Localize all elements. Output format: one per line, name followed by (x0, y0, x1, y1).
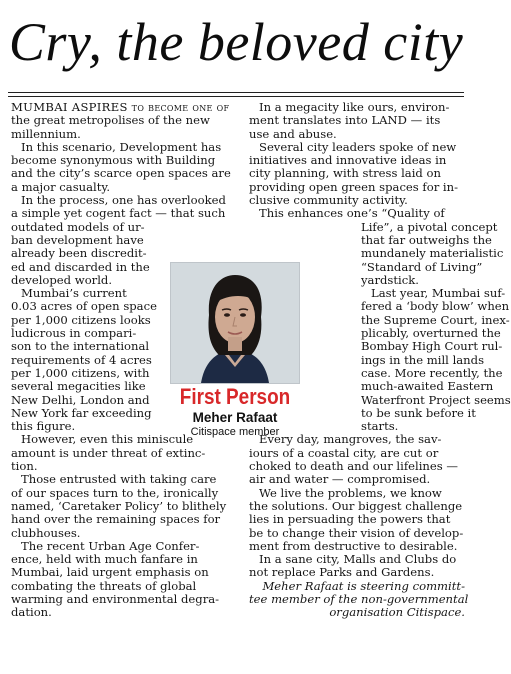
text-line: “Standard of Living” (361, 259, 483, 274)
text-line: We live the problems, we know (259, 485, 442, 500)
text-line: that far outweighs the (361, 232, 492, 247)
text-line: ence, held with much fanfare in (11, 552, 198, 567)
paragraph (249, 101, 465, 141)
text-line: the great metropolises of the new (11, 113, 210, 128)
text-line: Life”, a pivotal concept (361, 219, 498, 234)
text-line: per 1,000 citizens looks (11, 312, 151, 327)
text-line: Meher Rafaat is steering committ- (262, 578, 465, 593)
text-line: of our spaces turn to the, ironically (11, 485, 219, 500)
text-line: ban development have (11, 232, 144, 247)
text-line: case. More recently, the (361, 365, 503, 380)
text-line: hand over the remaining spaces for (11, 512, 221, 527)
text-line: choked to death and our lifelines — (249, 459, 458, 474)
headline: Cry, the beloved city (8, 12, 464, 72)
text-line: several megacities like (11, 379, 146, 394)
text-line: iours of a coastal city, are cut or (249, 445, 439, 460)
text-line: millennium. (11, 126, 81, 141)
text-line: Mumbai’s current (21, 286, 127, 301)
text-line: much-awaited Eastern (361, 379, 494, 394)
paragraph (249, 553, 465, 580)
text-line: ludicrous in compari- (11, 326, 137, 341)
text-line: New Delhi, London and (11, 392, 150, 407)
text-line: In a megacity like ours, environ- (259, 100, 450, 114)
text-line: yardstick. (361, 272, 419, 287)
text-line: tion. (11, 459, 38, 474)
text-line: providing open green spaces for in- (249, 179, 459, 194)
paragraph (361, 219, 504, 287)
text-line: a major casualty. (11, 179, 111, 194)
paragraph (11, 101, 243, 141)
text-line: amount is under threat of extinc- (11, 445, 206, 460)
text-line: Every day, mangroves, the sav- (259, 432, 442, 447)
text-line: MUMBAI ASPIRES to become one of (11, 100, 230, 114)
text-line: In a sane city, Malls and Clubs do (259, 552, 457, 567)
text-line: outdated models of ur- (11, 219, 145, 234)
paragraph (361, 286, 511, 434)
text-line: not replace Parks and Gardens. (249, 565, 435, 580)
text-line: per 1,000 citizens, with (11, 365, 150, 380)
author-name: Meher Rafaat (192, 410, 278, 425)
text-line: developed world. (11, 272, 113, 287)
text-line: Those entrusted with taking care (21, 472, 217, 487)
text-line: Mumbai, laid urgent emphasis on (11, 565, 209, 580)
paragraph (249, 433, 465, 486)
text-line: plicably, overturned the (361, 326, 501, 341)
text-line: a simple yet cogent fact — that such (11, 206, 226, 221)
text-line: city planning, with stress laid on (249, 166, 441, 181)
text-line: ment from destructive to desirable. (249, 538, 458, 553)
text-line: dation. (11, 605, 52, 620)
text-line: In this scenario, Development has (21, 139, 222, 154)
text-line: warming and environmental degra- (11, 591, 220, 606)
text-line: tee member of the non-governmental (249, 591, 469, 606)
paragraph (249, 487, 465, 553)
text-line: to be sunk before it (361, 405, 476, 420)
paragraph (249, 141, 465, 207)
author-note (249, 578, 469, 620)
text-line: the solutions. Our biggest challenge (249, 498, 463, 513)
text-line: son to the international (11, 339, 150, 354)
text-line: Several city leaders spoke of new (259, 139, 457, 154)
text-line: use and abuse. (249, 126, 337, 141)
text-line: ings in the mill lands (361, 352, 485, 367)
paragraph (11, 433, 243, 473)
text-line: be to change their vision of develop- (249, 525, 464, 540)
text-line: fered a ‘body blow’ when (361, 299, 510, 314)
author-role: Citispace member (190, 426, 280, 438)
text-line: already been discredit- (11, 246, 147, 261)
section-label: First Person (179, 384, 291, 409)
text-line: Bombay High Court rul- (361, 339, 503, 354)
portrait-illustration (171, 263, 299, 383)
text-line: starts. (361, 419, 399, 434)
text-line: 0.03 acres of open space (11, 299, 157, 314)
text-line: named, ‘Caretaker Policy’ to blithely (11, 498, 227, 513)
text-line: requirements of 4 acres (11, 352, 152, 367)
text-line: ed and discarded in the (11, 259, 150, 274)
headline-rule-bottom (8, 96, 464, 97)
text-line: The recent Urban Age Confer- (21, 538, 200, 553)
text-line: In the process, one has overlooked (21, 193, 226, 208)
headline-rule-top (8, 92, 464, 93)
text-line: clusive community activity. (249, 193, 408, 208)
text-line: ment translates into LAND — its (249, 113, 441, 128)
text-line: and the city’s scarce open spaces are (11, 166, 231, 181)
text-line: air and water — compromised. (249, 472, 431, 487)
paragraph (11, 473, 243, 539)
text-line: organisation Citispace. (329, 605, 465, 620)
text-wrap-around-photo (361, 219, 511, 434)
text-line: lies in persuading the powers that (249, 512, 451, 527)
text-line: Waterfront Project seems (361, 392, 511, 407)
text-line: become synonymous with Building (11, 153, 216, 168)
text-line: combating the threats of global (11, 578, 197, 593)
text-line: New York far exceeding (11, 405, 152, 420)
text-line: Last year, Mumbai suf- (371, 286, 506, 301)
text-line: initiatives and innovative ideas in (249, 153, 447, 168)
text-line: This enhances one’s “Quality of (259, 206, 445, 221)
text-line: this figure. (11, 419, 76, 434)
paragraph (11, 141, 243, 194)
paragraph (249, 207, 465, 220)
text-line: mundanely materialistic (361, 246, 504, 261)
text-line: clubhouses. (11, 525, 81, 540)
paragraph (11, 540, 243, 620)
author-photo (170, 262, 300, 384)
text-line: the Supreme Court, inex- (361, 312, 510, 327)
text-line: However, even this miniscule (21, 432, 194, 447)
